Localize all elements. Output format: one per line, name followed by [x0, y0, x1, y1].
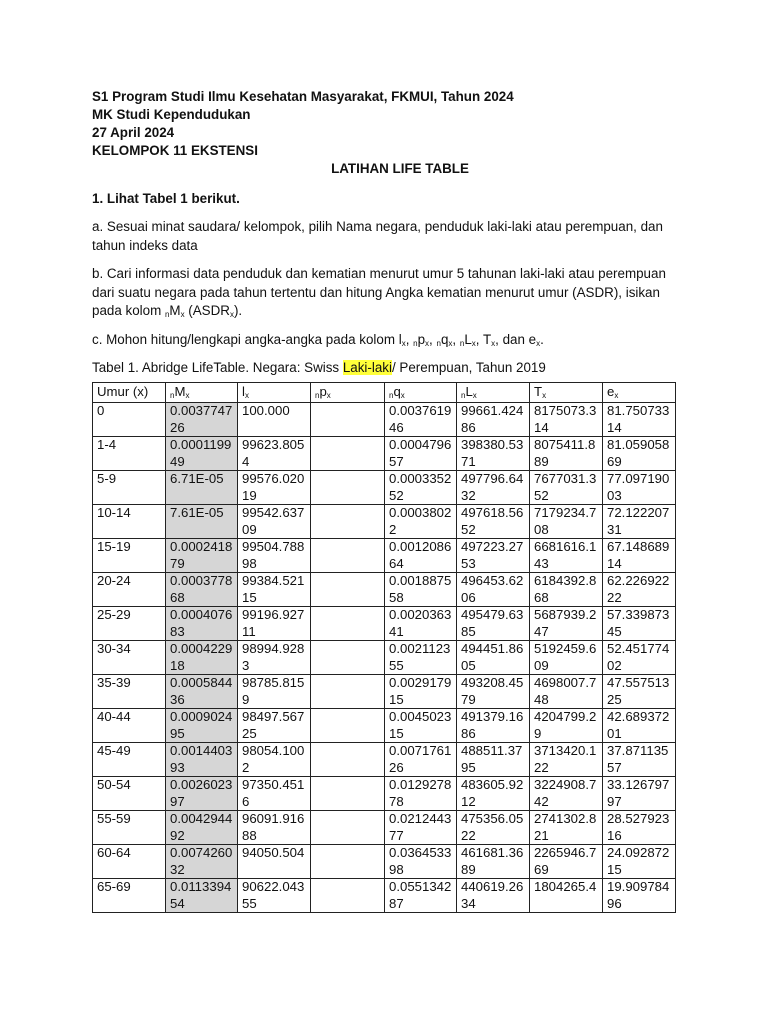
cell-lx: 99623.8054 — [238, 437, 311, 471]
cell-nmx: 0.000119949 — [166, 437, 238, 471]
cell-nqx: 0.001208664 — [385, 539, 457, 573]
cell-nqx: 0.000335252 — [385, 471, 457, 505]
cell-npx — [311, 675, 385, 709]
cell-nmx: 0.007426032 — [166, 845, 238, 879]
cell-npx — [311, 471, 385, 505]
cell-nlx: 440619.2634 — [457, 879, 530, 913]
table-row — [93, 743, 676, 777]
page-title: LATIHAN LIFE TABLE — [331, 161, 469, 176]
cell-nlx: 497796.6432 — [457, 471, 530, 505]
cell-ex: 81.05905869 — [603, 437, 676, 471]
cell-npx — [311, 743, 385, 777]
header-program: S1 Program Studi Ilmu Kesehatan Masyarakat, FKMUI, Tahun 2024 — [92, 89, 514, 104]
cell-lx: 98497.56725 — [238, 709, 311, 743]
cell-tx: 4698007.748 — [530, 675, 603, 709]
cell-nmx: 0.011339454 — [166, 879, 238, 913]
cell-umur: 25-29 — [93, 607, 166, 641]
cell-nlx: 99661.42486 — [457, 403, 530, 437]
table-row — [93, 879, 676, 913]
cell-umur: 15-19 — [93, 539, 166, 573]
cell-nmx: 0.000377868 — [166, 573, 238, 607]
cell-nqx: 0.002036341 — [385, 607, 457, 641]
cell-nmx: 0.001440393 — [166, 743, 238, 777]
cell-umur: 20-24 — [93, 573, 166, 607]
cell-ex: 62.22692222 — [603, 573, 676, 607]
cell-npx — [311, 539, 385, 573]
cell-nlx: 497223.2753 — [457, 539, 530, 573]
cell-tx: 5192459.609 — [530, 641, 603, 675]
cell-ex: 19.90978496 — [603, 879, 676, 913]
paragraph-b: b. Cari informasi data penduduk dan kematian menurut umur 5 tahunan laki-laki atau perempuan dari suatu negara pada tahun tertentu dan hitung Angka kematian menurut umur (ASDR), isikan pada kolom $nM_x$ $(ASDR_x)$. — [92, 266, 666, 319]
cell-lx: 94050.504 — [238, 845, 311, 879]
cell-ex: 37.87113557 — [603, 743, 676, 777]
cell-lx: 99576.02019 — [238, 471, 311, 505]
cell-umur: 40-44 — [93, 709, 166, 743]
cell-nqx: 0.002917915 — [385, 675, 457, 709]
header-date: 27 April 2024 — [92, 125, 175, 140]
cell-lx: 97350.4516 — [238, 777, 311, 811]
header-umur: Umur (x) — [93, 383, 166, 403]
cell-tx: 4204799.29 — [530, 709, 603, 743]
header-lx: $l_x$ — [238, 383, 311, 403]
cell-ex: 42.68937201 — [603, 709, 676, 743]
cell-umur: 5-9 — [93, 471, 166, 505]
cell-npx — [311, 845, 385, 879]
cell-nqx: 0.012927878 — [385, 777, 457, 811]
cell-nlx: 497618.5652 — [457, 505, 530, 539]
table-header-row — [93, 383, 676, 403]
table-row — [93, 811, 676, 845]
cell-npx — [311, 641, 385, 675]
cell-ex: 52.45177402 — [603, 641, 676, 675]
cell-nlx: 494451.8605 — [457, 641, 530, 675]
cell-tx: 5687939.247 — [530, 607, 603, 641]
cell-npx — [311, 403, 385, 437]
cell-nqx: 0.021244377 — [385, 811, 457, 845]
cell-npx — [311, 437, 385, 471]
cell-npx — [311, 573, 385, 607]
table-row — [93, 709, 676, 743]
cell-ex: 81.75073314 — [603, 403, 676, 437]
cell-nqx: 0.007176126 — [385, 743, 457, 777]
cell-nmx: 7.61E-05 — [166, 505, 238, 539]
cell-umur: 10-14 — [93, 505, 166, 539]
cell-nlx: 398380.5371 — [457, 437, 530, 471]
cell-tx: 7677031.352 — [530, 471, 603, 505]
cell-tx: 7179234.708 — [530, 505, 603, 539]
header-nqx: $nq_x$ — [385, 383, 457, 403]
cell-ex: 67.14868914 — [603, 539, 676, 573]
cell-nmx: 0.000422918 — [166, 641, 238, 675]
cell-nqx: 0.001887558 — [385, 573, 457, 607]
table-row — [93, 471, 676, 505]
header-npx: $np_x$ — [311, 383, 385, 403]
cell-nmx: 6.71E-05 — [166, 471, 238, 505]
document-page — [92, 88, 682, 913]
cell-umur: 35-39 — [93, 675, 166, 709]
table-body — [93, 403, 676, 913]
cell-nqx: 0.000479657 — [385, 437, 457, 471]
table-row — [93, 539, 676, 573]
cell-lx: 98994.9283 — [238, 641, 311, 675]
cell-umur: 55-59 — [93, 811, 166, 845]
cell-tx: 2741302.821 — [530, 811, 603, 845]
paragraph-a: a. Sesuai minat saudara/ kelompok, pilih Nama negara, penduduk laki-laki atau perempuan, dan tahun indeks data — [92, 219, 663, 253]
cell-tx: 6681616.143 — [530, 539, 603, 573]
cell-nlx: 483605.9212 — [457, 777, 530, 811]
life-table — [92, 382, 676, 913]
highlighted-sex: Laki-laki — [342, 360, 392, 375]
cell-nmx: 0.004294492 — [166, 811, 238, 845]
table-row — [93, 505, 676, 539]
header-ex: $e_x$ — [603, 383, 676, 403]
cell-nmx: 0.002602397 — [166, 777, 238, 811]
cell-ex: 24.09287215 — [603, 845, 676, 879]
cell-nlx: 491379.1686 — [457, 709, 530, 743]
table-row — [93, 573, 676, 607]
cell-nqx: 0.002112355 — [385, 641, 457, 675]
cell-tx: 3224908.742 — [530, 777, 603, 811]
cell-nmx: 0.000902495 — [166, 709, 238, 743]
cell-npx — [311, 811, 385, 845]
cell-lx: 98054.1002 — [238, 743, 311, 777]
table-row — [93, 437, 676, 471]
table-caption: Tabel 1. Abridge LifeTable. Negara: Swiss Laki-laki/ Perempuan, Tahun 2019 — [92, 360, 546, 375]
cell-nmx: 0.003774726 — [166, 403, 238, 437]
table-row — [93, 607, 676, 641]
cell-lx: 100.000 — [238, 403, 311, 437]
header-tx: $T_x$ — [530, 383, 603, 403]
cell-npx — [311, 505, 385, 539]
cell-ex: 57.33987345 — [603, 607, 676, 641]
table-row — [93, 403, 676, 437]
table-row — [93, 675, 676, 709]
header-nlx: $nL_x$ — [457, 383, 530, 403]
cell-nqx: 0.003761946 — [385, 403, 457, 437]
cell-umur: 60-64 — [93, 845, 166, 879]
cell-tx: 1804265.4 — [530, 879, 603, 913]
table-row — [93, 641, 676, 675]
cell-lx: 96091.91688 — [238, 811, 311, 845]
cell-umur: 65-69 — [93, 879, 166, 913]
cell-nlx: 493208.4579 — [457, 675, 530, 709]
cell-nqx: 0.055134287 — [385, 879, 457, 913]
header-course: MK Studi Kependudukan — [92, 107, 251, 122]
cell-tx: 6184392.868 — [530, 573, 603, 607]
cell-nmx: 0.000584436 — [166, 675, 238, 709]
cell-nlx: 495479.6385 — [457, 607, 530, 641]
table-row — [93, 777, 676, 811]
header-nmx: $nM_x$ — [166, 383, 238, 403]
cell-ex: 33.12679797 — [603, 777, 676, 811]
cell-nmx: 0.000241879 — [166, 539, 238, 573]
cell-lx: 99196.92711 — [238, 607, 311, 641]
cell-nlx: 475356.0522 — [457, 811, 530, 845]
cell-tx: 8175073.314 — [530, 403, 603, 437]
cell-nqx: 0.036453398 — [385, 845, 457, 879]
cell-npx — [311, 709, 385, 743]
question-1: 1. Lihat Tabel 1 berikut. — [92, 191, 240, 206]
cell-lx: 99384.52115 — [238, 573, 311, 607]
cell-lx: 99542.63709 — [238, 505, 311, 539]
header-group: KELOMPOK 11 EKSTENSI — [92, 143, 258, 158]
cell-umur: 50-54 — [93, 777, 166, 811]
cell-umur: 0 — [93, 403, 166, 437]
cell-ex: 72.12220731 — [603, 505, 676, 539]
cell-umur: 1-4 — [93, 437, 166, 471]
cell-ex: 77.09719003 — [603, 471, 676, 505]
cell-lx: 99504.78898 — [238, 539, 311, 573]
cell-umur: 45-49 — [93, 743, 166, 777]
cell-tx: 2265946.769 — [530, 845, 603, 879]
paragraph-c: c. Mohon hitung/lengkapi angka-angka pada kolom $l_x$, $np_x$, $nq_x$, $nL_x$, $T_x$, dan $e_x$. — [92, 331, 544, 348]
cell-tx: 8075411.889 — [530, 437, 603, 471]
cell-nqx: 0.00038022 — [385, 505, 457, 539]
cell-nmx: 0.000407683 — [166, 607, 238, 641]
cell-tx: 3713420.122 — [530, 743, 603, 777]
cell-nlx: 496453.6206 — [457, 573, 530, 607]
cell-npx — [311, 607, 385, 641]
cell-nlx: 461681.3689 — [457, 845, 530, 879]
cell-npx — [311, 777, 385, 811]
cell-umur: 30-34 — [93, 641, 166, 675]
cell-ex: 47.55751325 — [603, 675, 676, 709]
cell-lx: 90622.04355 — [238, 879, 311, 913]
cell-nlx: 488511.3795 — [457, 743, 530, 777]
cell-nqx: 0.004502315 — [385, 709, 457, 743]
table-row — [93, 845, 676, 879]
cell-lx: 98785.8159 — [238, 675, 311, 709]
cell-ex: 28.52792316 — [603, 811, 676, 845]
cell-npx — [311, 879, 385, 913]
